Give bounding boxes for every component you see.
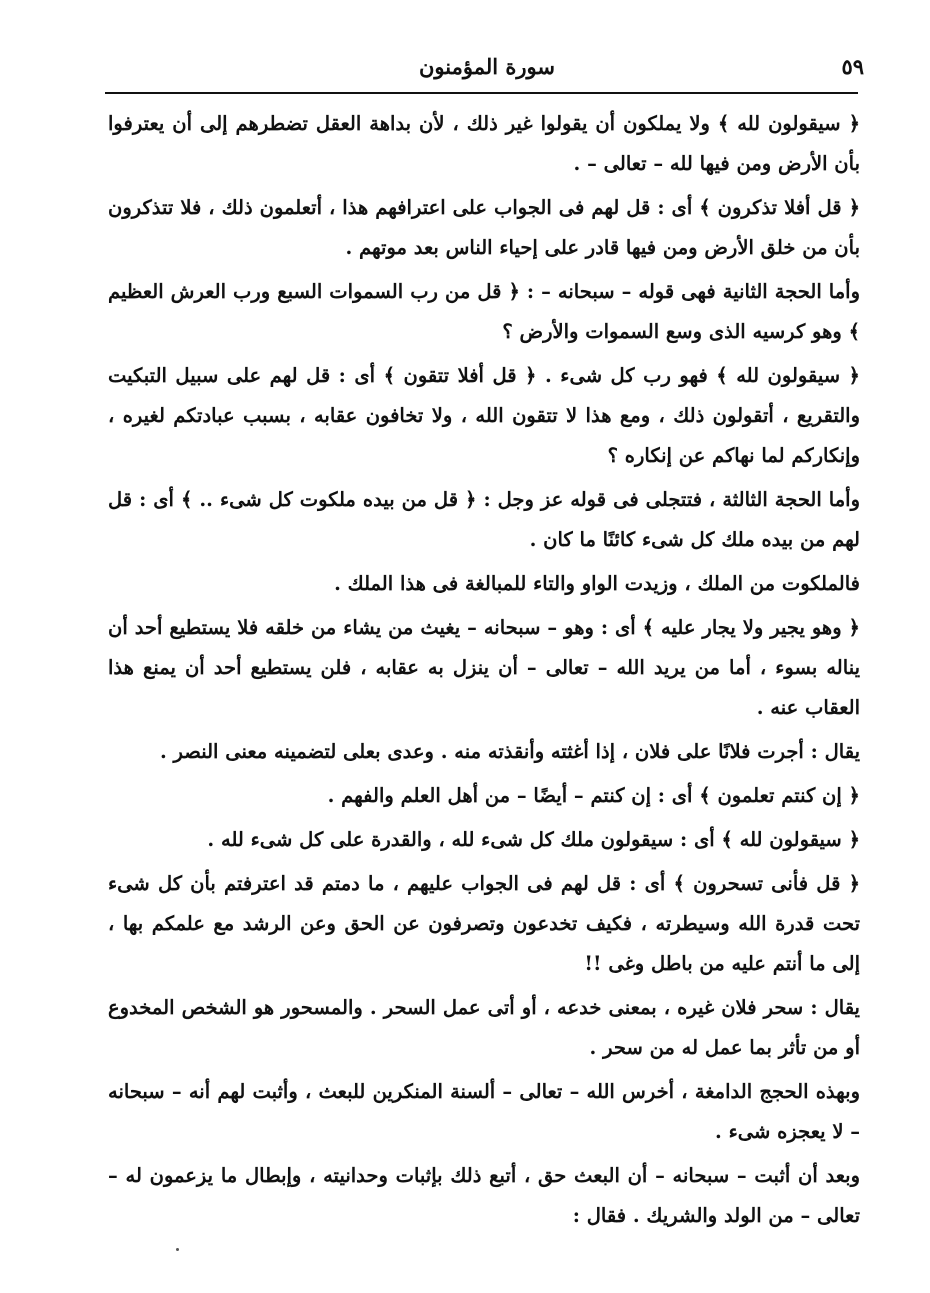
paragraph: وبعد أن أثبت – سبحانه – أن البعث حق ، أتبع ذلك بإثبات وحدانيته ، وإبطال ما يزعمون له – تعالى – من الولد والشريك . فقال :	[108, 1164, 860, 1227]
paragraph: وأما الحجة الثالثة ، فتتجلى فى قوله عز وجل : ﴿ قل من بيده ملكوت كل شىء .. ﴾ أى : قل لهم من بيده ملك كل شىء كائنًا ما كان .	[108, 488, 860, 551]
surah-title: سورة المؤمنون	[419, 54, 555, 79]
page-header	[110, 52, 864, 92]
paragraph: ﴿ سيقولون لله ﴾ أى : سيقولون ملك كل شىء لله ، والقدرة على كل شىء لله .	[207, 828, 860, 851]
page-body	[108, 104, 860, 1240]
paragraph: ﴿ وهو يجير ولا يجار عليه ﴾ أى : وهو – سبحانه – يغيث من يشاء من خلقه فلا يستطيع أحد أن يناله بسوء ، أما من يريد الله – تعالى – أن ينزل به عقابه ، فلن يستطيع أحد أن يمنع هذا العقاب عنه .	[108, 616, 860, 719]
paragraph: ﴿ سيقولون لله ﴾ ولا يملكون أن يقولوا غير ذلك ، لأن بداهة العقل تضطرهم إلى أن يعترفوا بأن الأرض ومن فيها لله – تعالى – .	[108, 112, 860, 175]
paragraph: ﴿ قل أفلا تذكرون ﴾ أى : قل لهم فى الجواب على اعترافهم هذا ، أتعلمون ذلك ، فلا تتذكرون بأن من خلق الأرض ومن فيها قادر على إحياء الناس بعد موتهم .	[108, 196, 860, 259]
header-divider	[105, 92, 858, 94]
paragraph: ﴿ سيقولون لله ﴾ فهو رب كل شىء . ﴿ قل أفلا تتقون ﴾ أى : قل لهم على سبيل التبكيت والتقريع ، أتقولون ذلك ، ومع هذا لا تتقون الله ، ولا تخافون عقابه ، بسبب عبادتكم لغيره ، وإنكاركم لما نهاكم عن إنكاره ؟	[108, 364, 860, 467]
paragraph: وبهذه الحجج الدامغة ، أخرس الله – تعالى – ألسنة المنكرين للبعث ، وأثبت لهم أنه – سبحانه – لا يعجزه شىء .	[108, 1080, 860, 1143]
page-number: ٥٩	[841, 54, 864, 79]
paragraph: يقال : أجرت فلانًا على فلان ، إذا أغثته وأنقذته منه . وعدى بعلى لتضمينه معنى النصر .	[159, 740, 860, 763]
ink-speck	[176, 1248, 179, 1251]
paragraph: فالملكوت من الملك ، وزيدت الواو والتاء للمبالغة فى هذا الملك .	[334, 572, 860, 595]
paragraph: ﴿ قل فأنى تسحرون ﴾ أى : قل لهم فى الجواب عليهم ، ما دمتم قد اعترفتم بأن كل شىء تحت قدرة الله وسيطرته ، فكيف تخدعون وتصرفون عن الحق وعن الرشد مع علمكم بها ، إلى ما أنتم عليه من باطل وغى !!	[108, 872, 860, 975]
paragraph: يقال : سحر فلان غيره ، بمعنى خدعه ، أو أتى عمل السحر . والمسحور هو الشخص المخدوع أو من تأثر بما عمل له من سحر .	[108, 996, 860, 1059]
paragraph: وأما الحجة الثانية فهى قوله – سبحانه – : ﴿ قل من رب السموات السبع ورب العرش العظيم ﴾ وهو كرسيه الذى وسع السموات والأرض ؟	[108, 280, 860, 343]
paragraph: ﴿ إن كنتم تعلمون ﴾ أى : إن كنتم – أيضًا – من أهل العلم والفهم .	[327, 784, 860, 807]
